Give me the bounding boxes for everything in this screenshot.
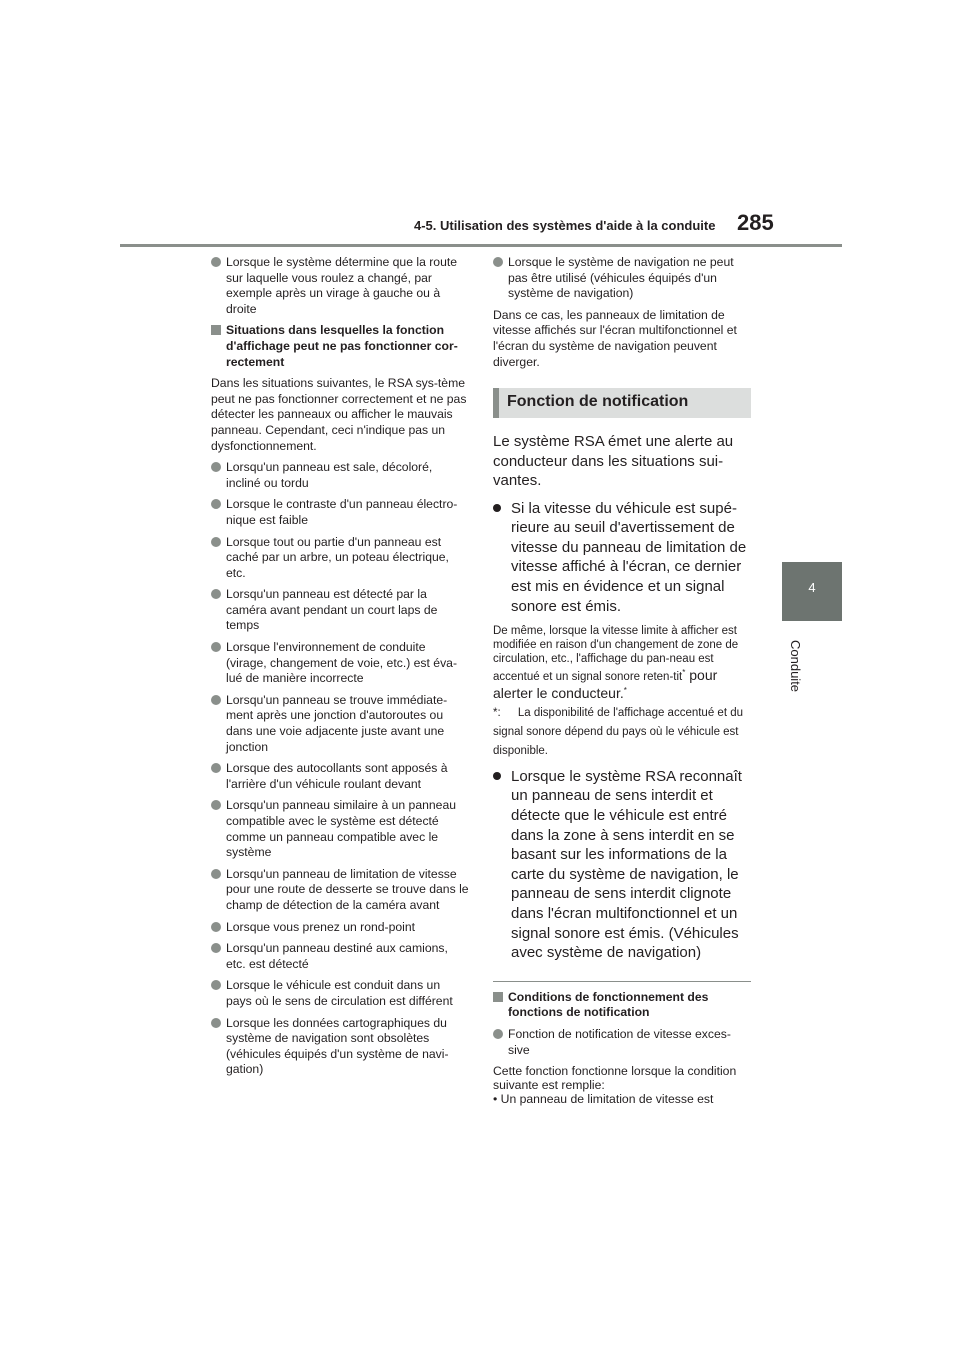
list-item bbox=[211, 920, 469, 936]
list-item bbox=[211, 587, 469, 634]
footnote-text: La disponibilité de l'affichage accentué et du signal sonore dépend du pays où le véhicule est disponible. bbox=[493, 706, 743, 757]
bullet-dot-icon bbox=[211, 800, 221, 810]
paragraph: Cette fonction fonctionne lorsque la condition suivante est remplie: bbox=[493, 1064, 737, 1093]
list-item-text: Lorsqu'un panneau de limitation de vitesse pour une route de desserte se trouve dans le champ de détection de la caméra avant bbox=[226, 866, 469, 912]
list-item bbox=[211, 497, 469, 528]
paragraph: Dans les situations suivantes, le RSA sys-tème peut ne pas fonctionner correctement et ne pas détecter les panneaux ou afficher le mauvais panneau. Cependant, ceci n'indique pas un dysfonctionnement. bbox=[211, 376, 467, 453]
chapter-label: Conduite bbox=[788, 640, 803, 693]
list-item bbox=[211, 255, 469, 317]
bullet-dot-icon bbox=[211, 462, 221, 472]
bullet-dot-icon bbox=[493, 504, 501, 512]
list-item-text: Lorsque le système de navigation ne peut pas être utilisé (véhicules équipés d'un système de navigation) bbox=[508, 255, 734, 301]
page-number: 285 bbox=[737, 210, 774, 235]
bullet-dot-icon bbox=[211, 980, 221, 990]
bullet-dot-icon bbox=[211, 922, 221, 932]
section-accent bbox=[493, 388, 499, 418]
list-item bbox=[493, 255, 751, 302]
square-bullet-icon bbox=[211, 325, 221, 335]
list-item bbox=[211, 867, 469, 914]
list-item-text: Lorsqu'un panneau est détecté par la caméra avant pendant un court laps de temps bbox=[226, 587, 438, 633]
list-item bbox=[211, 1016, 469, 1078]
bullet-dot-icon bbox=[211, 589, 221, 599]
list-item-text: Lorsque le véhicule est conduit dans un pays où le sens de circulation est différent bbox=[226, 978, 453, 1008]
list-item-text: Lorsqu'un panneau similaire à un panneau compatible avec le système est détecté comme un panneau compatible avec le système bbox=[226, 798, 456, 860]
list-item-text: Lorsque des autocollants sont apposés à l'arrière d'un véhicule roulant devant bbox=[226, 761, 448, 791]
paragraph-tail: pour alerter le conducteur. bbox=[493, 667, 718, 701]
list-item bbox=[493, 499, 751, 617]
list-item-text: Lorsque le système RSA reconnaît un panneau de sens interdit et détecte que le véhicule est entré dans la zone à sens interdit en se basant sur les informations de la carte du système de navigation, le panneau de sens interdit clignote dans l'écran multifonctionnel et un signal sonore est émis. (Véhicules avec système de navigation) bbox=[511, 767, 742, 962]
list-item bbox=[211, 978, 469, 1009]
list-item bbox=[211, 761, 469, 792]
right-column bbox=[493, 255, 751, 1106]
footnote-ref: * bbox=[682, 668, 686, 678]
bullet-dot-icon bbox=[493, 1029, 503, 1039]
bullet-dot-icon bbox=[211, 642, 221, 652]
list-item-text: Si la vitesse du véhicule est supé-rieure au seuil d'avertissement de vitesse du panneau de limitation de vitesse affiché à l'écran, ce dernier est mis en évidence et un signal sonore est émis. bbox=[511, 499, 747, 615]
section-header bbox=[493, 388, 751, 418]
bullet-dot-icon bbox=[211, 943, 221, 953]
list-item bbox=[211, 798, 469, 860]
bullet-dot-icon bbox=[211, 695, 221, 705]
square-bullet-icon bbox=[493, 992, 503, 1002]
chapter-number: 4 bbox=[808, 580, 816, 595]
bullet-dot-icon bbox=[493, 772, 501, 780]
list-item-text: Lorsque le contraste d'un panneau électro-nique est faible bbox=[226, 497, 458, 527]
list-item-text: Lorsque vous prenez un rond-point bbox=[226, 919, 416, 934]
header-rule bbox=[120, 244, 842, 247]
list-item-text: Lorsque l'environnement de conduite (virage, changement de voie, etc.) est éva-lué de manière incorrecte bbox=[226, 640, 458, 686]
list-item bbox=[211, 941, 469, 972]
footnote-ref: * bbox=[623, 686, 627, 696]
list-item bbox=[211, 460, 469, 491]
subsection-heading bbox=[493, 990, 751, 1021]
subsection-heading-text: Conditions de fonctionnement des fonctions de notification bbox=[508, 989, 709, 1020]
list-item-text: Lorsqu'un panneau est sale, décoloré, incliné ou tordu bbox=[226, 460, 433, 490]
list-item-text: Lorsqu'un panneau destiné aux camions, etc. est détecté bbox=[226, 941, 448, 971]
list-item bbox=[211, 693, 469, 755]
left-column bbox=[211, 255, 469, 1084]
list-item-text: • Un panneau de limitation de vitesse est bbox=[493, 1092, 714, 1107]
footnote-marker: *: bbox=[493, 706, 501, 719]
bullet-dot-icon bbox=[211, 257, 221, 267]
list-item bbox=[211, 535, 469, 582]
subsection-heading-text: Situations dans lesquelles la fonction d'affichage peut ne pas fonctionner cor-rectement bbox=[226, 323, 458, 369]
intro-paragraph: Le système RSA émet une alerte au conducteur dans les situations sui-vantes. bbox=[493, 433, 734, 490]
chapter-label-container bbox=[787, 640, 807, 720]
list-item-text: Lorsque les données cartographiques du système de navigation sont obsolètes (véhicules équipés d'un système de navi-gation) bbox=[226, 1015, 449, 1077]
list-item-text: Lorsque le système détermine que la route sur laquelle vous roulez a changé, par exemple après un virage à gauche ou à droite bbox=[226, 255, 458, 316]
list-item bbox=[211, 640, 469, 687]
paragraph-text: De même, lorsque la vitesse limite à afficher est modifiée en raison d'un changement de zone de circulation, etc., l'affichage du pan-neau est accentué et un signal sonore reten-tit bbox=[493, 625, 739, 684]
section-title: 4-5. Utilisation des systèmes d'aide à la conduite bbox=[414, 218, 716, 233]
list-item bbox=[493, 1027, 751, 1058]
bullet-dot-icon bbox=[211, 869, 221, 879]
divider bbox=[493, 981, 751, 982]
footnote bbox=[493, 704, 751, 761]
bullet-dot-icon bbox=[211, 763, 221, 773]
list-item-text: Lorsque tout ou partie d'un panneau est caché par un arbre, un poteau électrique, etc. bbox=[226, 534, 449, 580]
paragraph: Dans ce cas, les panneaux de limitation de vitesse affichés sur l'écran multifonctionnel et l'écran du système de navigation peuvent diverger. bbox=[493, 307, 737, 369]
list-item-text: Lorsqu'un panneau se trouve immédiate-ment après une jonction d'autoroutes ou dans une voie adjacente juste avant une jonction bbox=[226, 692, 448, 754]
section-header-title: Fonction de notification bbox=[507, 393, 689, 411]
paragraph bbox=[493, 624, 751, 702]
bullet-dot-icon bbox=[211, 537, 221, 547]
subsection-heading bbox=[211, 323, 469, 370]
bullet-dot-icon bbox=[493, 257, 503, 267]
bullet-dot-icon bbox=[211, 1018, 221, 1028]
list-item-text: Fonction de notification de vitesse exces-sive bbox=[508, 1027, 731, 1057]
bullet-dot-icon bbox=[211, 499, 221, 509]
list-item bbox=[493, 767, 751, 963]
